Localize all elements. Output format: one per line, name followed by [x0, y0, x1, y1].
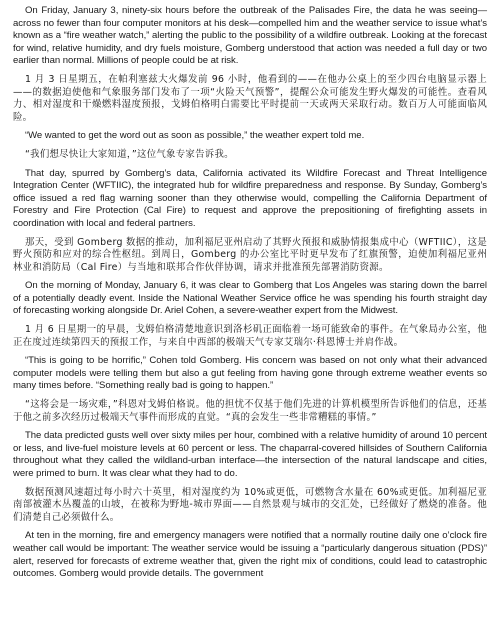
paragraph-en-6: The data predicted gusts well over sixty miles per hour, combined with a relative humidity of around 10 percent or less, and live-fuel moisture levels at 60 percent or less. The chaparral-covered hillsides of Southern California throughout what they called the wildland-urban interface—the intersection of the natural landscape and cities, were primed to burn. It was clear what they had to do. [13, 430, 487, 479]
paragraph-en-4: On the morning of Monday, January 6, it was clear to Gomberg that Los Angeles was staring down the barrel of a potentially deadly event. Inside the National Weather Service office he was spending his fourth straight day of forecasting working alongside Dr. Ariel Cohen, a severe-weather expert from the Midwest. [13, 280, 487, 317]
paragraph-en-1: On Friday, January 3, ninety-six hours before the outbreak of the Palisades Fire, the data he was seeing—across no fewer than four computer monitors at his desk—compelled him and the weather service to issue what’s known as a “fire weather watch,” alerting the public to the possibility of a wildfire outbreak. Looking at the forecast for wind, relative humidity, and dry fuels moisture, Gomberg understood that action was needed a full day or two earlier than normal. Millions of people could be at risk. [13, 5, 487, 67]
paragraph-zh-6: 数据预测风速超过每小时六十英里，相对湿度约为 10%或更低，可燃物含水量在 60%或更低。加利福尼亚南部被灌木丛覆盖的山坡，在被称为野地-城市界面——自然景观与城市的交汇处，已经做好了燃烧的准备。他们清楚自己必须做什么。 [13, 486, 487, 523]
paragraph-zh-2: “我们想尽快让大家知道，”这位气象专家告诉我。 [25, 148, 234, 160]
paragraph-en-5: “This is going to be horrific,” Cohen told Gomberg. His concern was based on not only what their advanced computer models were telling them but also a gut feeling from having gone through extreme weather events so many times before. “Something really bad is going to happen.” [13, 355, 487, 392]
paragraph-zh-1: 1 月 3 日星期五，在帕利塞兹大火爆发前 96 小时，他看到的——在他办公桌上的至少四台电脑显示器上——的数据迫使他和气象服务部门发布了一项“火险天气预警”，提醒公众可能发生野火爆发的可能性。查看风力、相对湿度和干燥燃料湿度预报，戈姆伯格明白需要比平时提前一天或两天采取行动。数百万人可能面临风险。 [13, 73, 487, 123]
paragraph-en-2: “We wanted to get the word out as soon as possible,” the weather expert told me. [25, 130, 365, 142]
paragraph-zh-5: “这将会是一场灾难，”科恩对戈姆伯格说。他的担忧不仅基于他们先进的计算机模型所告诉他们的信息，还基于他之前多次经历过极端天气事件而形成的直觉。“真的会发生一些非常糟糕的事情。” [13, 399, 487, 423]
paragraph-en-3: That day, spurred by Gomberg’s data, California activated its Wildfire Forecast and Threat Intelligence Integration Center (WFTIIC), the integrated hub for wildfire preparedness and response. By Sunday, Gomberg’s office issued a red flag warning sooner than they otherwise would, compelling the California Department of Forestry and Fire Protection (Cal Fire) to request and approve the prepositioning of firefighting assets in coordination with local and federal partners. [13, 167, 487, 229]
paragraph-zh-3: 那天，受到 Gomberg 数据的推动，加利福尼亚州启动了其野火预报和威胁情报集成中心（WFTIIC），这是野火预防和应对的综合性枢纽。到周日，Gomberg 的办公室比平时更早发布了红旗预警，迫使加利福尼亚州林业和消防局（Cal Fire）与当地和联邦合作伙伴协调，请求并批准预先部署消防资源。 [13, 236, 487, 273]
paragraph-zh-4: 1 月 6 日星期一的早晨，戈姆伯格清楚地意识到洛杉矶正面临着一场可能致命的事件。在气象局办公室，他正在度过连续第四天的预报工作，与来自中西部的极端天气专家艾瑞尔·科恩博士并肩作战。 [13, 324, 487, 348]
paragraph-en-7: At ten in the morning, fire and emergency managers were notified that a normally routine daily one o’clock fire weather call would be important: The weather service would be issuing a “particularly dangerous situation (PDS)” alert, reserved for forecasts of extreme weather that, given the right mix of conditions, could lead to catastrophic outcomes. Gomberg would provide details. The government [13, 530, 487, 580]
